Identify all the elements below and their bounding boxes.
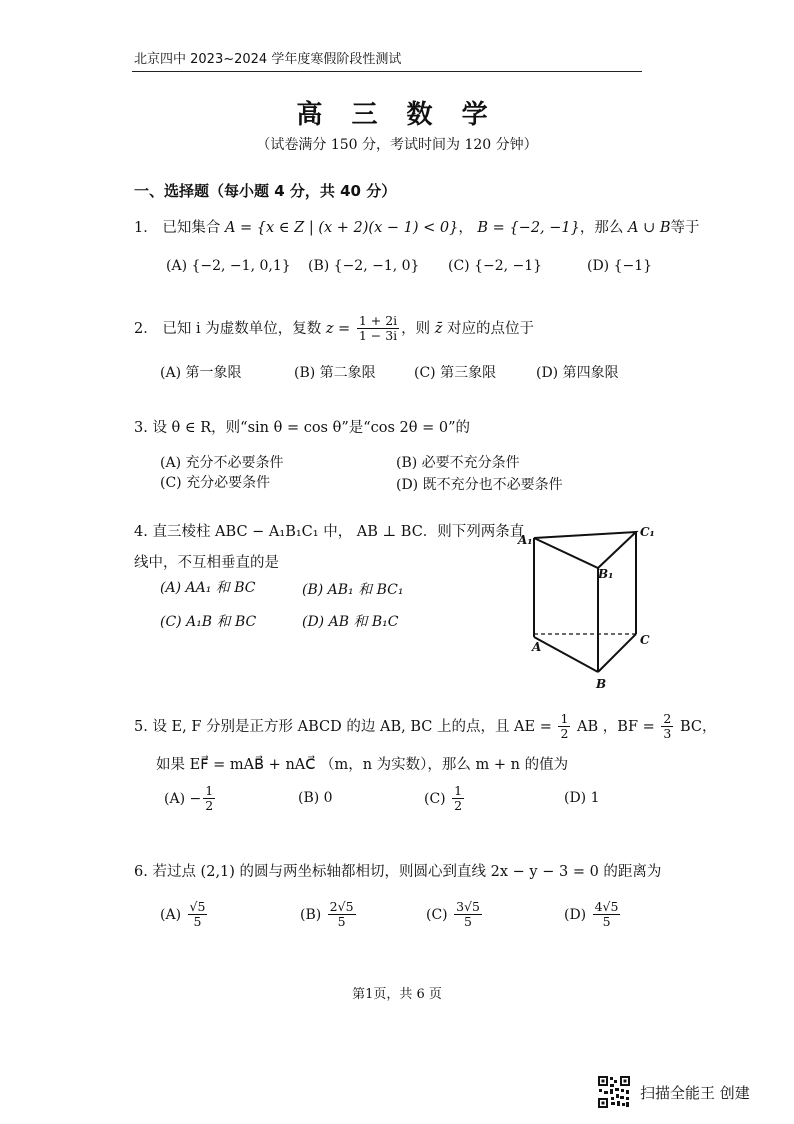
q1-option-c: (C) {−2, −1}	[448, 258, 543, 274]
label-b: B	[596, 677, 607, 691]
q2-option-a: (A) 第一象限	[160, 365, 242, 381]
q4-line-1: 直三棱柱 ABC − A₁B₁C₁ 中， AB ⊥ BC．则下列两条直	[152, 524, 525, 540]
q6-opt-b-num: 2√5	[329, 899, 354, 914]
q5-frac1-num: 1	[560, 711, 569, 726]
q2-z: z =	[325, 320, 351, 337]
question-1-stem	[134, 216, 699, 237]
q5-option-a	[164, 784, 217, 814]
q6-option-a	[160, 900, 209, 930]
q6-option-b	[300, 900, 358, 930]
q5-option-c-fraction	[452, 784, 464, 814]
edge-bc	[598, 634, 636, 672]
label-b1: B₁	[598, 567, 614, 581]
q5-option-c-label: (C)	[424, 790, 446, 807]
prism-figure	[512, 520, 672, 695]
question-number: 4.	[134, 524, 148, 540]
qr-code-icon	[597, 1075, 631, 1109]
q5-option-a-sign: −	[189, 790, 202, 807]
q2-option-c: (C) 第三象限	[414, 365, 497, 381]
q6-opt-a-den: 5	[193, 914, 202, 930]
q5-option-c	[424, 784, 466, 814]
q3-text: 设 θ ∈ R，则“sin θ = cos θ”是“cos 2θ = 0”的	[152, 420, 471, 436]
q5-fraction-1	[558, 712, 570, 742]
q2-text-a: 已知 i 为虚数单位，复数	[162, 320, 322, 337]
q2-text-c: 对应的点位于	[447, 320, 535, 337]
q5-text-b: AB ，BF =	[577, 718, 655, 735]
question-3-stem	[134, 416, 470, 437]
question-4-stem	[134, 520, 524, 541]
q6-option-b-label: (B)	[300, 906, 322, 923]
q6-option-c-label: (C)	[426, 906, 448, 923]
label-a1: A₁	[518, 533, 533, 547]
q6-option-b-fraction	[328, 900, 356, 930]
q6-option-d-label: (D)	[564, 906, 587, 923]
q1-option-b: (B) {−2, −1, 0}	[308, 258, 420, 274]
question-6-stem	[134, 860, 661, 881]
header-rule	[132, 71, 642, 72]
label-c: C	[640, 633, 650, 647]
q3-option-a: (A) 充分不必要条件	[160, 455, 284, 471]
q1-option-d: (D) {−1}	[587, 258, 653, 274]
q5-option-b: (B) 0	[298, 790, 333, 806]
q6-option-d	[564, 900, 622, 930]
q5-fraction-2	[661, 712, 673, 742]
q6-opt-a-num: √5	[189, 899, 206, 914]
section-heading: 一、选择题（每小题 4 分，共 40 分）	[134, 182, 397, 200]
q2-fraction	[357, 314, 399, 344]
edge-ab	[534, 637, 598, 672]
q1-text-a: 已知集合	[162, 220, 221, 236]
q6-opt-c-den: 5	[464, 914, 472, 930]
question-5-stem	[134, 712, 716, 742]
page-subtitle: （试卷满分 150 分，考试时间为 120 分钟）	[256, 137, 538, 153]
q5-option-a-label: (A)	[164, 790, 186, 807]
q6-opt-d-num: 4√5	[594, 899, 619, 914]
q5-option-d: (D) 1	[564, 790, 600, 806]
page-footer: 第1页，共 6 页	[352, 987, 442, 1002]
q4-option-a: (A) AA₁ 和 BC	[160, 580, 256, 596]
question-number: 2．	[134, 320, 158, 337]
q1-text-c: 等于	[670, 220, 700, 236]
q5-option-a-fraction	[203, 784, 215, 814]
q2-frac-num: 1 + 2i	[358, 313, 398, 328]
q1-option-a: (A) {−2, −1, 0,1}	[166, 258, 291, 274]
q6-option-d-fraction	[593, 900, 621, 930]
q2-frac-den: 1 − 3i	[358, 328, 398, 344]
question-number: 1．	[134, 220, 158, 236]
q5-frac2-num: 2	[663, 711, 672, 726]
q2-option-b: (B) 第二象限	[294, 365, 376, 381]
q1-sep: ，	[458, 220, 473, 236]
question-number: 5.	[134, 718, 148, 735]
q6-option-c	[426, 900, 484, 930]
scanner-watermark: 扫描全能王 创建	[640, 1084, 750, 1102]
page-title: 高 三 数 学	[296, 100, 498, 130]
q6-opt-d-den: 5	[602, 914, 611, 930]
q1-set-b: B = {−2, −1}	[477, 220, 580, 236]
q6-option-a-label: (A)	[160, 906, 182, 923]
q4-line-2: 线中，不互相垂直的是	[134, 555, 279, 571]
q5-text-c: BC，	[679, 718, 717, 735]
question-number: 3.	[134, 420, 148, 436]
q5-frac1-den: 2	[560, 726, 569, 742]
q6-option-c-fraction	[454, 900, 482, 930]
q4-option-c: (C) A₁B 和 BC	[160, 614, 257, 630]
q3-option-d: (D) 既不充分也不必要条件	[396, 477, 563, 493]
q1-set-a: A = {x ∈ Z | (x + 2)(x − 1) < 0}	[224, 220, 459, 236]
q2-option-d: (D) 第四象限	[536, 365, 619, 381]
q2-zbar: z̄	[434, 320, 443, 337]
q5-opt-c-num: 1	[454, 783, 463, 798]
q6-option-a-fraction	[188, 900, 208, 930]
q5-frac2-den: 3	[663, 726, 672, 742]
q3-option-c: (C) 充分必要条件	[160, 475, 271, 491]
prism-top-face	[534, 532, 636, 568]
q5-line-2: 如果 EF⃗ = mAB⃗ + nAC⃗ （m，n 为实数），那么 m + n 的值为	[156, 757, 569, 773]
question-number: 6.	[134, 864, 148, 880]
q5-opt-c-den: 2	[454, 798, 463, 814]
q6-opt-b-den: 5	[337, 914, 346, 930]
q2-text-b: ，则	[401, 320, 431, 337]
q6-text: 若过点 (2,1) 的圆与两坐标轴都相切，则圆心到直线 2x − y − 3 = 0 的距离为	[152, 864, 662, 880]
q4-option-b: (B) AB₁ 和 BC₁	[302, 582, 404, 598]
q5-opt-a-den: 2	[205, 798, 214, 814]
label-a: A	[532, 640, 542, 654]
exam-header: 北京四中 2023~2024 学年度寒假阶段性测试	[134, 52, 402, 67]
q6-opt-c-num: 3√5	[456, 899, 480, 914]
q4-option-d: (D) AB 和 B₁C	[302, 614, 399, 630]
q5-opt-a-num: 1	[205, 783, 214, 798]
question-2-stem	[134, 314, 534, 344]
q1-text-b: ，那么	[579, 220, 624, 236]
q5-text-a: 设 E, F 分别是正方形 ABCD 的边 AB, BC 上的点，且 AE =	[152, 718, 552, 735]
label-c1: C₁	[640, 525, 655, 539]
q1-union: A ∪ B	[627, 220, 671, 236]
q3-option-b: (B) 必要不充分条件	[396, 455, 520, 471]
